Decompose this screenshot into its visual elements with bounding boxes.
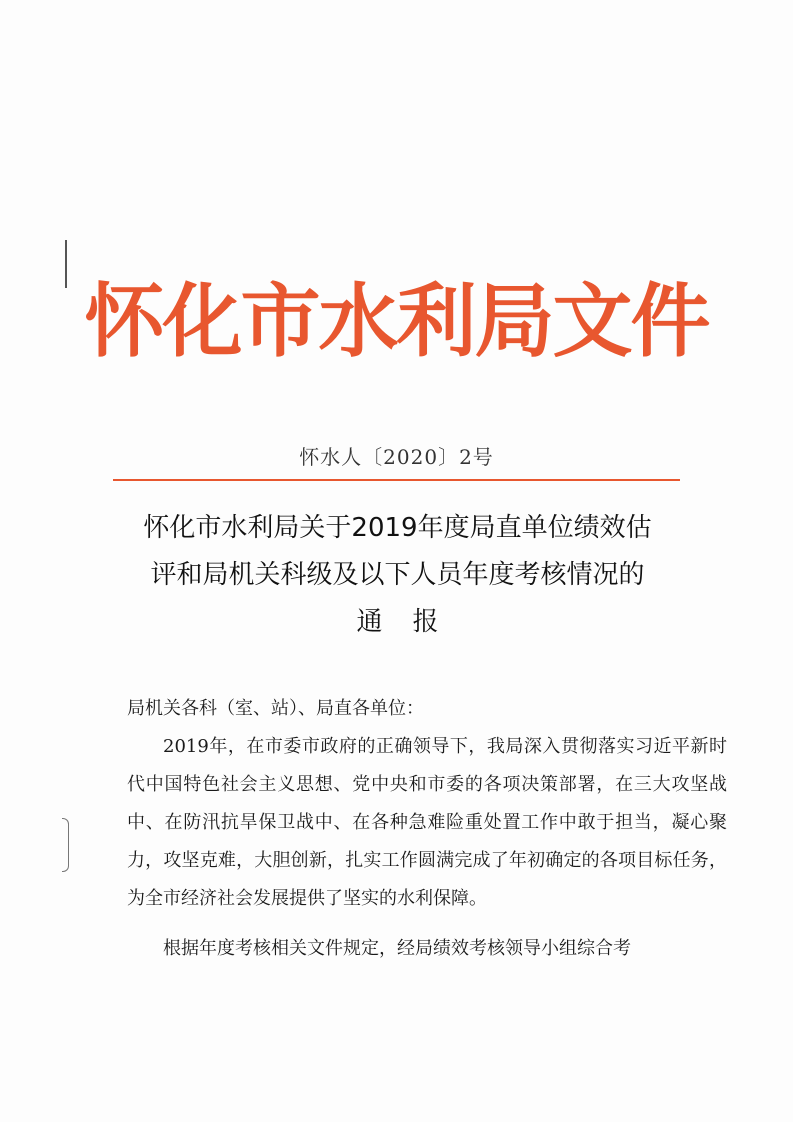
binding-hole-mark [62, 818, 69, 872]
red-divider-line [113, 479, 680, 481]
document-title [100, 505, 695, 646]
salutation: 局机关各科（室、站）、局直各单位： [127, 698, 424, 719]
document-number: 怀水人〔2020〕2号 [299, 445, 494, 469]
paragraph-2: 根据年度考核相关文件规定，经局绩效考核领导小组综合考 [163, 938, 631, 959]
paragraph-1: 2019年，在市委市政府的正确领导下，我局深入贯彻落实习近平新时代中国特色社会主义思想、党中央和市委的各项决策部署，在三大攻坚战中、在防汛抗旱保卫战中、在各种急难险重处置工作中敢于担当，凝心聚力，攻坚克难，大胆创新，扎实工作圆满完成了年初确定的各项目标任务，为全市经济社会发展提供了坚实的水利保障。 [127, 736, 727, 909]
document-body [127, 690, 727, 968]
title-line-3: 通报 [356, 607, 469, 637]
title-line-2: 评和局机关科级及以下人员年度考核情况的 [150, 560, 645, 590]
scan-margin-mark [65, 240, 67, 288]
masthead-title: 怀化市水利局文件 [84, 275, 709, 368]
title-line-1: 怀化市水利局关于2019年度局直单位绩效估 [143, 513, 652, 543]
